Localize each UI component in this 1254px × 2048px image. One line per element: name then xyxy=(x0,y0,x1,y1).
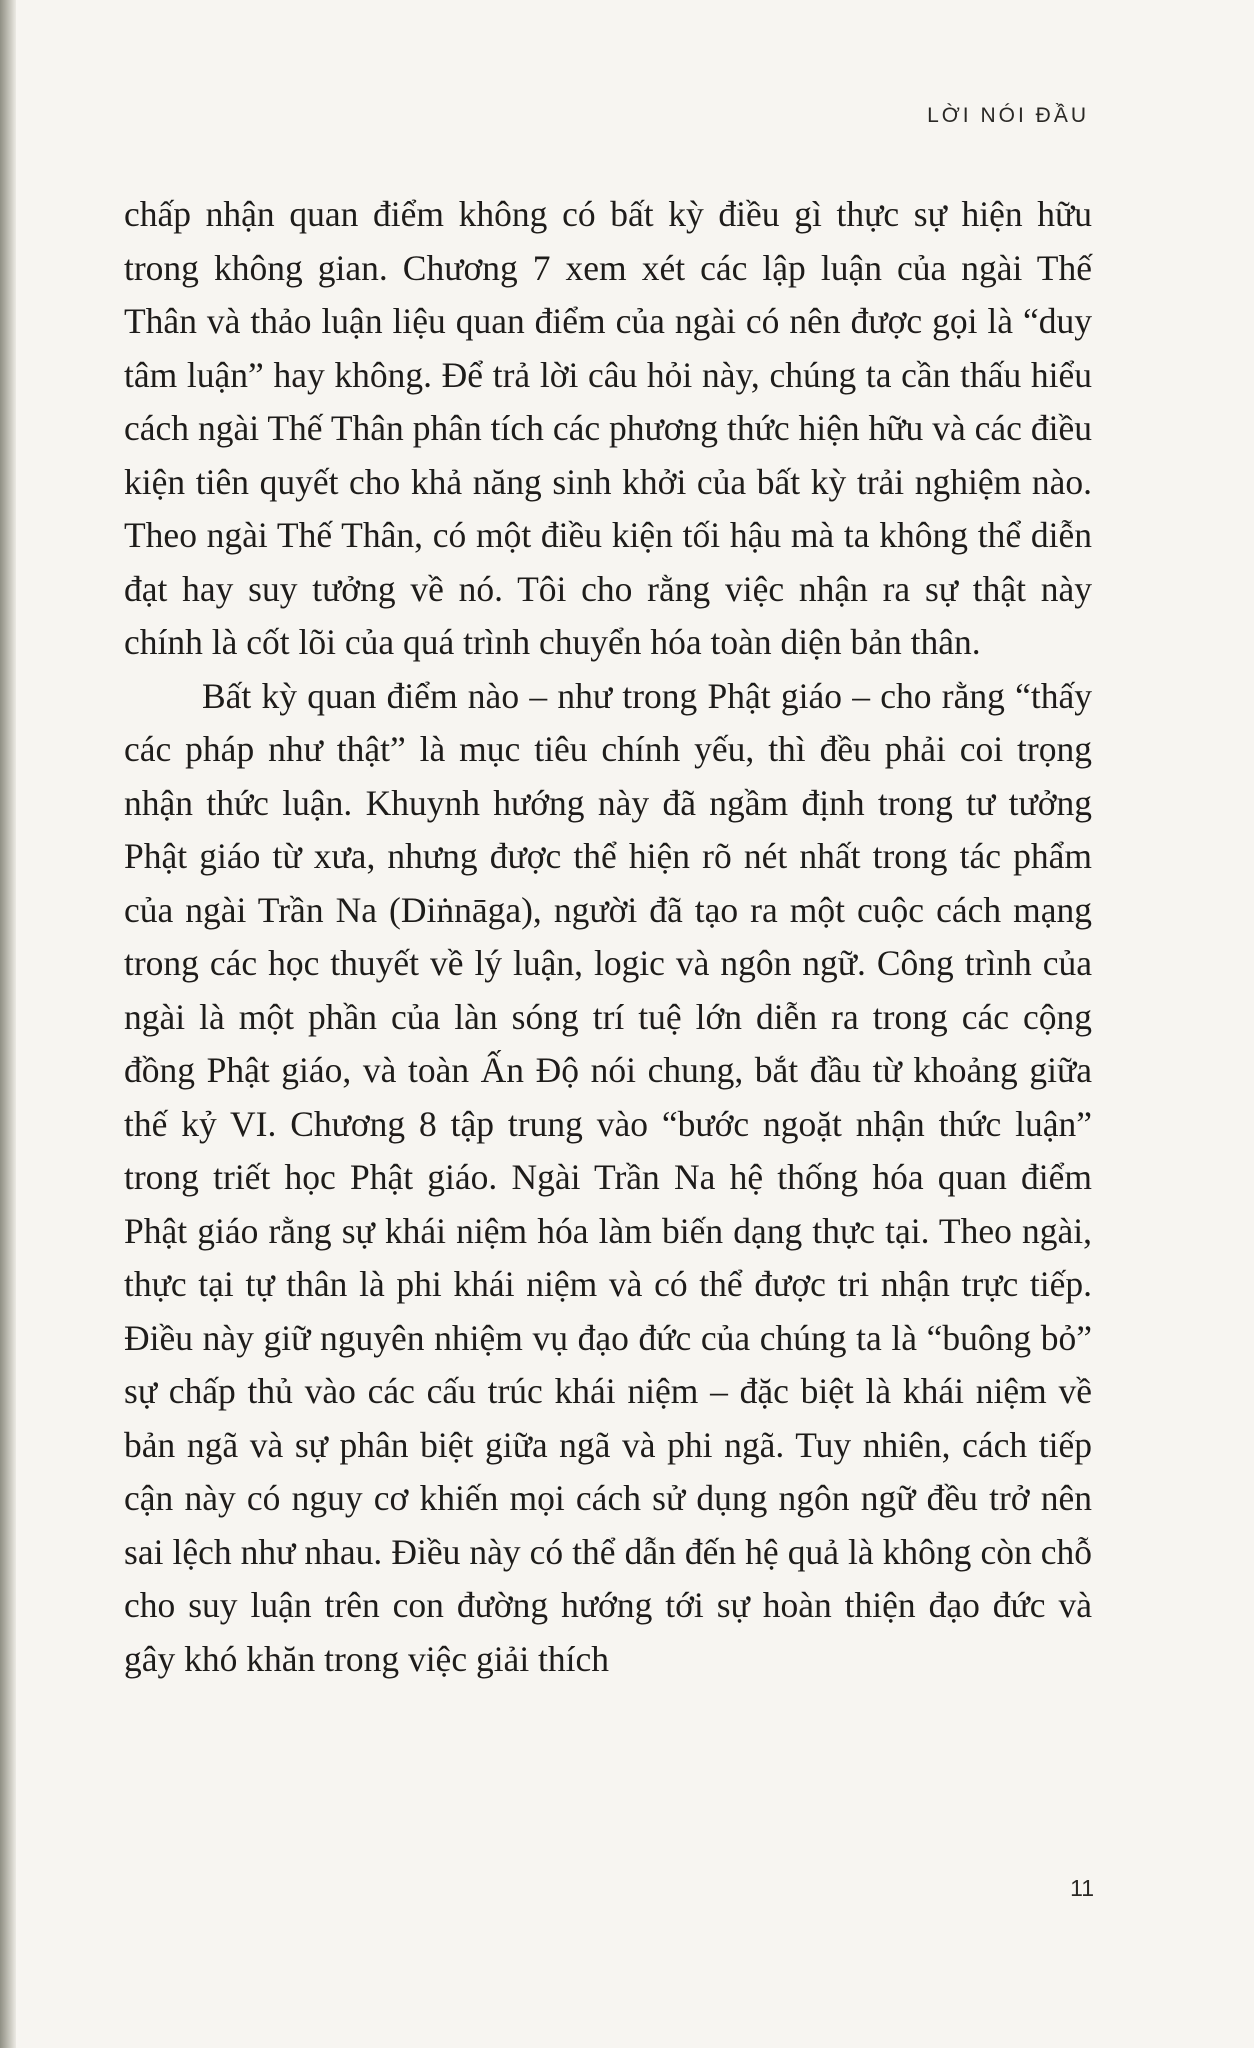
paragraph-1: chấp nhận quan điểm không có bất kỳ điều gì thực sự hiện hữu trong không gian. Chương 7 xem xét các lập luận của ngài Thế Thân và thảo luận liệu quan điểm của ngài có nên được gọi là “duy tâm luận” hay không. Để trả lời câu hỏi này, chúng ta cần thấu hiểu cách ngài Thế Thân phân tích các phương thức hiện hữu và các điều kiện tiên quyết cho khả năng sinh khởi của bất kỳ trải nghiệm nào. Theo ngài Thế Thân, có một điều kiện tối hậu mà ta không thể diễn đạt hay suy tưởng về nó. Tôi cho rằng việc nhận ra sự thật này chính là cốt lõi của quá trình chuyển hóa toàn diện bản thân. xyxy=(124,194,1092,662)
binding-shadow xyxy=(0,0,16,2048)
paragraph-2: Bất kỳ quan điểm nào – như trong Phật giáo – cho rằng “thấy các pháp như thật” là mục tiêu chính yếu, thì đều phải coi trọng nhận thức luận. Khuynh hướng này đã ngầm định trong tư tưởng Phật giáo từ xưa, nhưng được thể hiện rõ nét nhất trong tác phẩm của ngài Trần Na (Diṅnāga), người đã tạo ra một cuộc cách mạng trong các học thuyết về lý luận, logic và ngôn ngữ. Công trình của ngài là một phần của làn sóng trí tuệ lớn diễn ra trong các cộng đồng Phật giáo, và toàn Ấn Độ nói chung, bắt đầu từ khoảng giữa thế kỷ VI. Chương 8 tập trung vào “bước ngoặt nhận thức luận” trong triết học Phật giáo. Ngài Trần Na hệ thống hóa quan điểm Phật giáo rằng sự khái niệm hóa làm biến dạng thực tại. Theo ngài, thực tại tự thân là phi khái niệm và có thể được tri nhận trực tiếp. Điều này giữ nguyên nhiệm vụ đạo đức của chúng ta là “buông bỏ” sự chấp thủ vào các cấu trúc khái niệm – đặc biệt là khái niệm về bản ngã và sự phân biệt giữa ngã và phi ngã. Tuy nhiên, cách tiếp cận này có nguy cơ khiến mọi cách sử dụng ngôn ngữ đều trở nên sai lệch như nhau. Điều này có thể dẫn đến hệ quả là không còn chỗ cho suy luận trên con đường hướng tới sự hoàn thiện đạo đức và gây khó khăn trong việc giải thích xyxy=(124,675,1092,1679)
body-text xyxy=(124,188,1092,1686)
running-head: LỜI NÓI ĐẦU xyxy=(927,104,1089,127)
page-number: 11 xyxy=(1070,1875,1094,1901)
